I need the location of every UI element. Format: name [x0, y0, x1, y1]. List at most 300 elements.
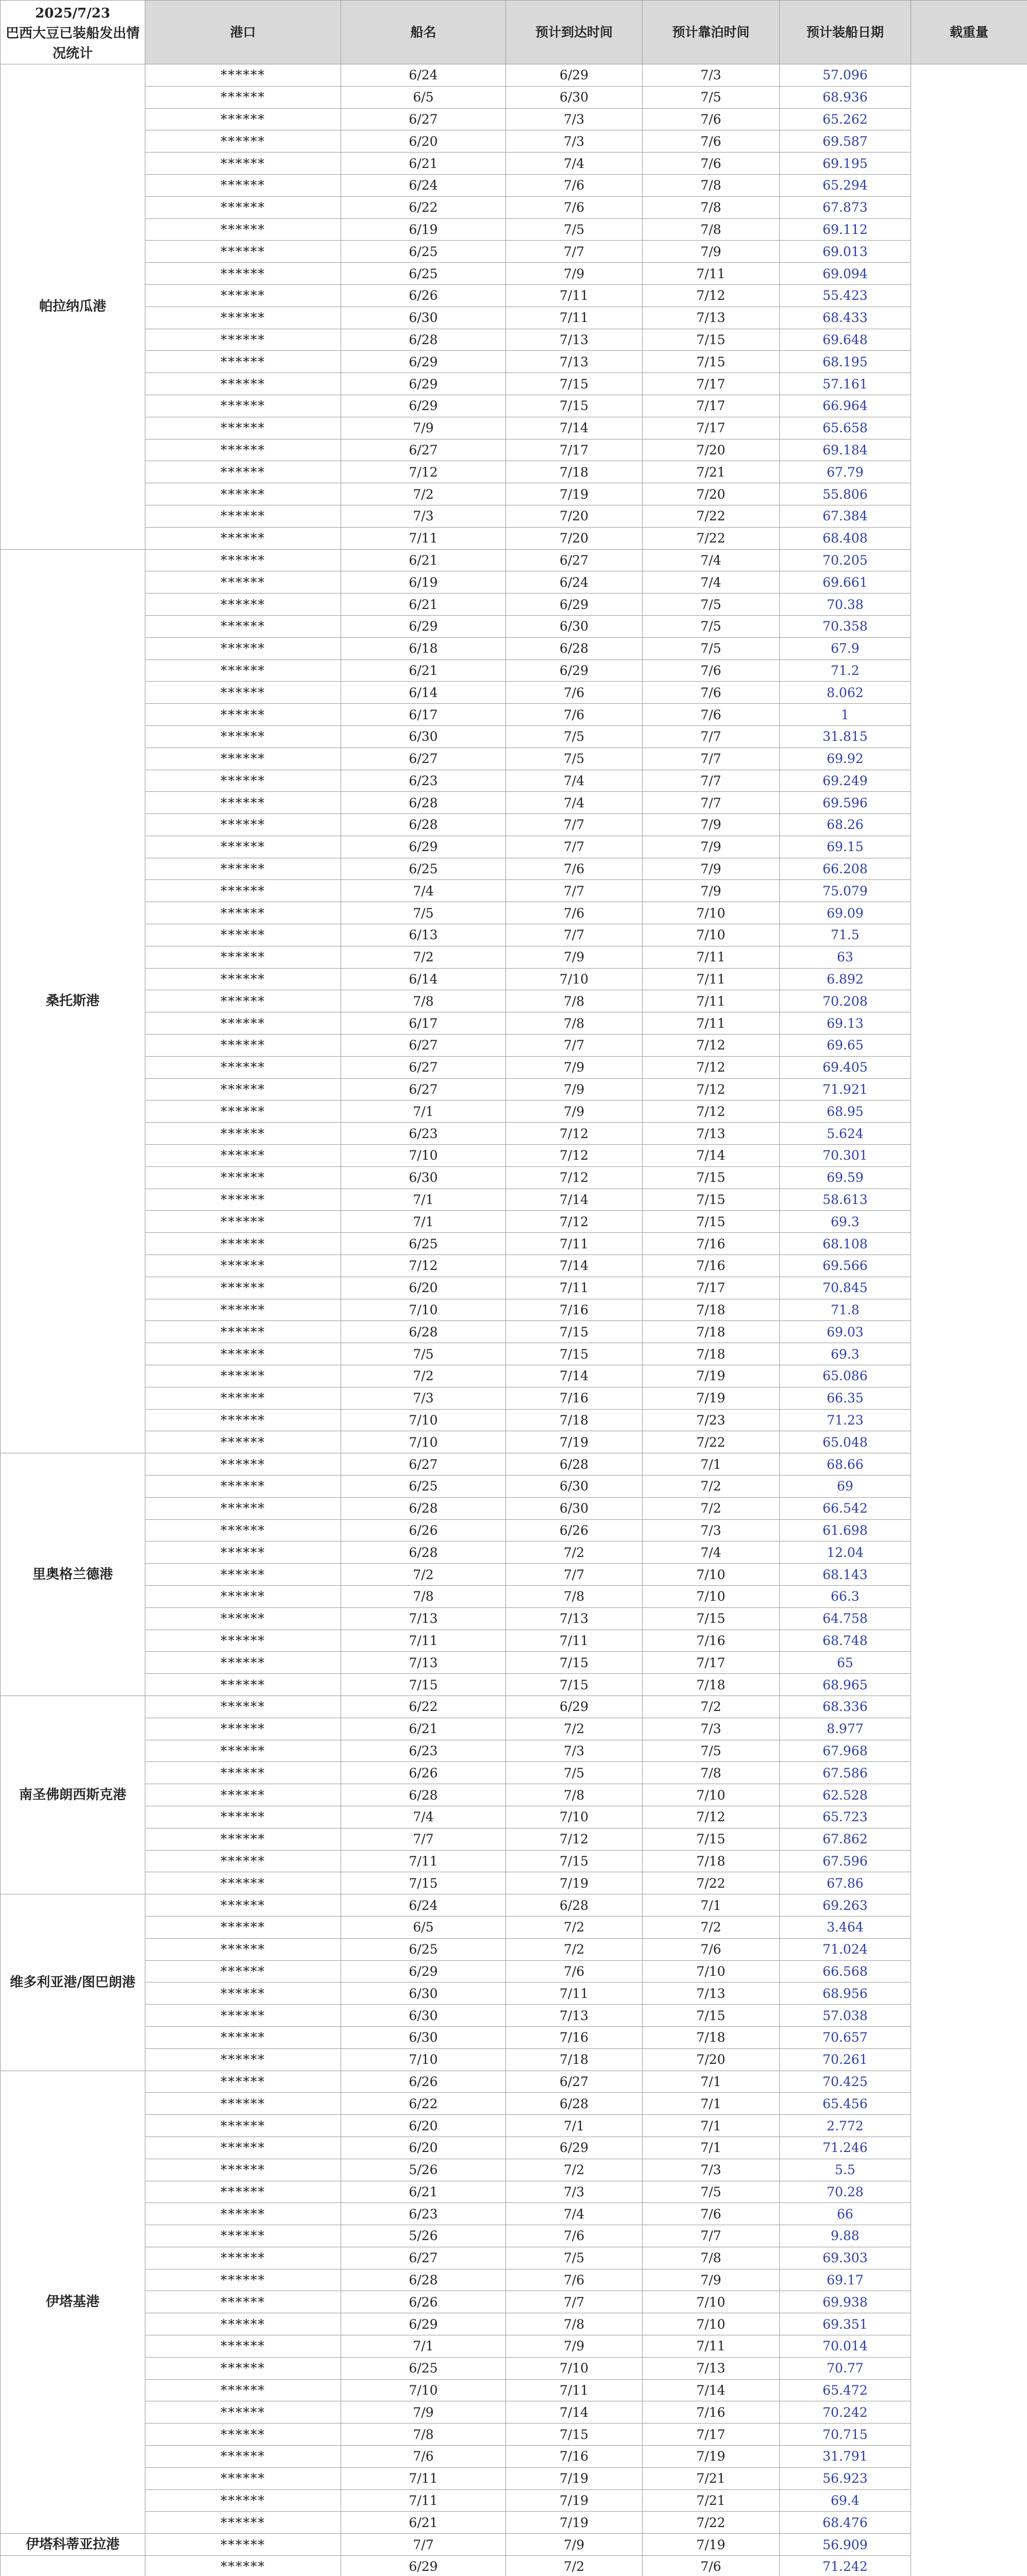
ship-name-cell: ******	[145, 196, 341, 218]
eta-cell: 6/20	[341, 1277, 506, 1299]
loading-date-cell: 7/9	[643, 814, 780, 836]
eta-cell: 6/22	[341, 1696, 506, 1718]
ship-name-cell: ******	[145, 329, 341, 351]
eta-cell: 7/11	[341, 2489, 506, 2512]
table-row	[1, 2269, 1027, 2291]
berth-cell: 7/19	[506, 2467, 643, 2489]
ship-name-cell: ******	[145, 284, 341, 307]
ship-name-cell: ******	[145, 2379, 341, 2401]
berth-cell: 7/2	[506, 1718, 643, 1740]
berth-cell: 7/3	[506, 130, 643, 152]
loading-date-cell: 7/6	[643, 2556, 780, 2576]
eta-cell: 7/15	[341, 1872, 506, 1894]
ship-name-cell: ******	[145, 571, 341, 594]
loading-date-cell: 7/12	[643, 1035, 780, 1057]
berth-cell: 7/1	[506, 2115, 643, 2137]
berth-cell: 7/5	[506, 218, 643, 241]
port-name-cell: 里奥格兰德港	[1, 1453, 145, 1696]
table-row	[1, 2401, 1027, 2424]
ship-name-cell: ******	[145, 2556, 341, 2576]
eta-cell: 6/21	[341, 594, 506, 616]
eta-cell: 7/4	[341, 880, 506, 902]
table-row	[1, 1277, 1027, 1299]
table-row	[1, 725, 1027, 748]
berth-cell: 7/10	[506, 968, 643, 990]
ship-name-cell: ******	[145, 1607, 341, 1630]
eta-cell: 6/25	[341, 1938, 506, 1960]
ship-name-cell: ******	[145, 1784, 341, 1806]
table-row	[1, 1541, 1027, 1564]
berth-cell: 7/16	[506, 1387, 643, 1409]
table-row	[1, 373, 1027, 395]
load-weight-cell: 68.108	[780, 1233, 911, 1255]
table-row	[1, 263, 1027, 285]
loading-date-cell: 7/13	[643, 2357, 780, 2379]
loading-date-cell: 7/14	[643, 1145, 780, 1167]
ship-name-cell: ******	[145, 1894, 341, 1917]
ship-name-cell: ******	[145, 814, 341, 836]
loading-date-cell: 7/2	[643, 1476, 780, 1498]
table-row	[1, 2203, 1027, 2225]
ship-name-cell: ******	[145, 2534, 341, 2556]
berth-cell: 7/6	[506, 174, 643, 196]
berth-cell: 7/6	[506, 858, 643, 880]
load-weight-cell: 67.968	[780, 1740, 911, 1762]
eta-cell: 6/28	[341, 1541, 506, 1564]
table-row	[1, 1564, 1027, 1586]
berth-cell: 7/4	[506, 770, 643, 792]
load-weight-cell: 68.965	[780, 1674, 911, 1696]
berth-cell: 7/7	[506, 924, 643, 946]
berth-cell: 7/15	[506, 1652, 643, 1674]
ship-name-cell: ******	[145, 1828, 341, 1850]
load-weight-cell: 69.92	[780, 748, 911, 770]
eta-cell: 7/6	[341, 2446, 506, 2468]
berth-cell: 6/30	[506, 1497, 643, 1519]
ship-name-cell: ******	[145, 1431, 341, 1453]
loading-date-cell: 7/11	[643, 1012, 780, 1035]
eta-cell: 7/3	[341, 1387, 506, 1409]
load-weight-cell: 70.208	[780, 990, 911, 1012]
ship-name-cell: ******	[145, 1409, 341, 1431]
loading-date-cell: 7/8	[643, 1762, 780, 1784]
load-weight-cell: 5.5	[780, 2159, 911, 2181]
eta-cell: 7/7	[341, 2534, 506, 2556]
table-row	[1, 924, 1027, 946]
berth-cell: 7/18	[506, 1409, 643, 1431]
load-weight-cell: 68.66	[780, 1453, 911, 1476]
table-row	[1, 1453, 1027, 1476]
load-weight-cell: 70.261	[780, 2048, 911, 2071]
eta-cell: 6/29	[341, 395, 506, 417]
berth-cell: 7/19	[506, 483, 643, 505]
loading-date-cell: 7/2	[643, 1916, 780, 1938]
loading-date-cell: 7/17	[643, 2424, 780, 2446]
eta-cell: 6/27	[341, 748, 506, 770]
loading-date-cell: 7/10	[643, 1585, 780, 1607]
ship-name-cell: ******	[145, 1277, 341, 1299]
load-weight-cell: 69.184	[780, 439, 911, 461]
table-row	[1, 395, 1027, 417]
eta-cell: 6/21	[341, 1718, 506, 1740]
load-weight-cell: 68.956	[780, 1982, 911, 2005]
loading-date-cell: 7/17	[643, 1652, 780, 1674]
eta-cell: 6/19	[341, 571, 506, 594]
eta-cell: 6/29	[341, 836, 506, 858]
ship-name-cell: ******	[145, 108, 341, 130]
table-row	[1, 968, 1027, 990]
berth-cell: 7/12	[506, 1145, 643, 1167]
berth-cell: 7/19	[506, 1431, 643, 1453]
table-row	[1, 64, 1027, 87]
ship-name-cell: ******	[145, 990, 341, 1012]
load-weight-cell: 68.936	[780, 86, 911, 108]
ship-name-cell: ******	[145, 615, 341, 637]
loading-date-cell: 7/22	[643, 1431, 780, 1453]
loading-date-cell: 7/8	[643, 174, 780, 196]
eta-cell: 6/30	[341, 2005, 506, 2027]
berth-cell: 7/8	[506, 1784, 643, 1806]
table-row	[1, 2005, 1027, 2027]
table-row	[1, 505, 1027, 527]
ship-name-cell: ******	[145, 152, 341, 175]
eta-cell: 7/11	[341, 1850, 506, 1872]
ship-name-cell: ******	[145, 2313, 341, 2335]
table-row	[1, 284, 1027, 307]
eta-cell: 6/24	[341, 1894, 506, 1917]
table-row	[1, 1035, 1027, 1057]
load-weight-cell: 68.143	[780, 1564, 911, 1586]
load-weight-cell: 67.79	[780, 461, 911, 483]
eta-cell: 6/26	[341, 1762, 506, 1784]
table-row	[1, 1960, 1027, 1982]
ship-name-cell: ******	[145, 858, 341, 880]
table-row	[1, 836, 1027, 858]
load-weight-cell: 65.294	[780, 174, 911, 196]
ship-name-cell: ******	[145, 1960, 341, 1982]
table-row	[1, 1916, 1027, 1938]
loading-date-cell: 7/13	[643, 1123, 780, 1145]
ship-name-cell: ******	[145, 1850, 341, 1872]
berth-cell: 6/29	[506, 594, 643, 616]
table-row	[1, 2489, 1027, 2512]
load-weight-cell: 61.698	[780, 1519, 911, 1541]
ship-name-cell: ******	[145, 637, 341, 659]
table-row	[1, 2291, 1027, 2313]
loading-date-cell: 7/15	[643, 1828, 780, 1850]
table-row	[1, 549, 1027, 571]
load-weight-cell: 31.791	[780, 2446, 911, 2468]
eta-cell: 6/26	[341, 2071, 506, 2093]
berth-cell: 7/7	[506, 836, 643, 858]
berth-cell: 7/2	[506, 1541, 643, 1564]
berth-cell: 7/5	[506, 1762, 643, 1784]
load-weight-cell: 71.2	[780, 659, 911, 682]
berth-cell: 7/19	[506, 1872, 643, 1894]
eta-cell: 6/29	[341, 351, 506, 373]
ship-name-cell: ******	[145, 880, 341, 902]
load-weight-cell: 69.09	[780, 902, 911, 924]
ship-name-cell: ******	[145, 2115, 341, 2137]
ship-name-cell: ******	[145, 2291, 341, 2313]
load-weight-cell: 66.964	[780, 395, 911, 417]
table-row	[1, 483, 1027, 505]
loading-date-cell: 7/5	[643, 615, 780, 637]
loading-date-cell: 7/6	[643, 2203, 780, 2225]
berth-cell: 7/5	[506, 725, 643, 748]
load-weight-cell: 70.77	[780, 2357, 911, 2379]
loading-date-cell: 7/2	[643, 1696, 780, 1718]
eta-cell: 6/25	[341, 2357, 506, 2379]
eta-cell: 6/30	[341, 1982, 506, 2005]
table-row	[1, 1894, 1027, 1917]
table-row	[1, 1585, 1027, 1607]
table-row	[1, 1806, 1027, 1828]
load-weight-cell: 71.5	[780, 924, 911, 946]
load-weight-cell: 67.596	[780, 1850, 911, 1872]
eta-cell: 7/9	[341, 2401, 506, 2424]
eta-cell: 6/26	[341, 1519, 506, 1541]
ship-name-cell: ******	[145, 417, 341, 439]
ship-name-cell: ******	[145, 2467, 341, 2489]
load-weight-cell: 67.862	[780, 1828, 911, 1850]
loading-date-cell: 7/1	[643, 2137, 780, 2159]
load-weight-cell: 1	[780, 704, 911, 726]
load-weight-cell: 65.048	[780, 1431, 911, 1453]
ship-name-cell: ******	[145, 2489, 341, 2512]
loading-date-cell: 7/10	[643, 1564, 780, 1586]
table-row	[1, 1476, 1027, 1498]
loading-date-cell: 7/2	[643, 1497, 780, 1519]
table-row	[1, 858, 1027, 880]
berth-cell: 7/19	[506, 2489, 643, 2512]
ship-name-cell: ******	[145, 1189, 341, 1211]
berth-cell: 6/29	[506, 2137, 643, 2159]
ship-name-cell: ******	[145, 218, 341, 241]
table-row	[1, 2357, 1027, 2379]
eta-cell: 7/13	[341, 1652, 506, 1674]
eta-cell: 6/27	[341, 1078, 506, 1100]
loading-date-cell: 7/18	[643, 1299, 780, 1321]
table-row	[1, 880, 1027, 902]
eta-cell: 6/18	[341, 637, 506, 659]
loading-date-cell: 7/14	[643, 2379, 780, 2401]
report-date: 2025/7/23	[35, 6, 110, 21]
eta-cell: 6/29	[341, 615, 506, 637]
table-row	[1, 2534, 1027, 2556]
table-row	[1, 1828, 1027, 1850]
load-weight-cell: 67.86	[780, 1872, 911, 1894]
loading-date-cell: 7/5	[643, 637, 780, 659]
loading-date-cell: 7/9	[643, 241, 780, 263]
loading-date-cell: 7/16	[643, 1630, 780, 1652]
eta-cell: 6/5	[341, 1916, 506, 1938]
berth-cell: 7/11	[506, 1277, 643, 1299]
berth-cell: 7/9	[506, 1056, 643, 1078]
ship-name-cell: ******	[145, 2093, 341, 2115]
eta-cell: 6/29	[341, 2556, 506, 2576]
port-name-cell: 伊塔基港	[1, 2071, 145, 2534]
eta-cell: 6/30	[341, 307, 506, 329]
loading-date-cell: 7/21	[643, 461, 780, 483]
eta-cell: 6/21	[341, 2181, 506, 2203]
ship-name-cell: ******	[145, 263, 341, 285]
berth-cell: 7/8	[506, 1012, 643, 1035]
ship-name-cell: ******	[145, 1652, 341, 1674]
loading-date-cell: 7/19	[643, 2446, 780, 2468]
table-row	[1, 417, 1027, 439]
eta-cell: 6/25	[341, 1233, 506, 1255]
load-weight-cell: 70.301	[780, 1145, 911, 1167]
eta-cell: 7/11	[341, 2467, 506, 2489]
load-weight-cell: 71.246	[780, 2137, 911, 2159]
table-row	[1, 2247, 1027, 2269]
loading-date-cell: 7/11	[643, 990, 780, 1012]
loading-date-cell: 7/12	[643, 1806, 780, 1828]
loading-date-cell: 7/22	[643, 2512, 780, 2534]
eta-cell: 6/27	[341, 1056, 506, 1078]
berth-cell: 7/15	[506, 1343, 643, 1365]
ship-name-cell: ******	[145, 1696, 341, 1718]
eta-cell: 7/1	[341, 1100, 506, 1123]
loading-date-cell: 7/11	[643, 946, 780, 968]
eta-cell: 7/2	[341, 1564, 506, 1586]
loading-date-cell: 7/1	[643, 2115, 780, 2137]
load-weight-cell: 65	[780, 1652, 911, 1674]
port-name-cell: 维多利亚港/图巴朗港	[1, 1894, 145, 2071]
eta-cell: 7/11	[341, 527, 506, 549]
eta-cell: 6/20	[341, 2137, 506, 2159]
eta-cell: 6/27	[341, 2247, 506, 2269]
ship-name-cell: ******	[145, 483, 341, 505]
eta-cell: 7/2	[341, 946, 506, 968]
berth-cell: 7/6	[506, 682, 643, 704]
loading-date-cell: 7/13	[643, 1982, 780, 2005]
berth-cell: 7/2	[506, 1916, 643, 1938]
load-weight-cell: 70.715	[780, 2424, 911, 2446]
table-row	[1, 1056, 1027, 1078]
header-eta: 预计到达时间	[506, 1, 643, 64]
load-weight-cell: 70.014	[780, 2335, 911, 2358]
eta-cell: 7/8	[341, 990, 506, 1012]
table-row	[1, 461, 1027, 483]
ship-name-cell: ******	[145, 373, 341, 395]
eta-cell: 7/8	[341, 2424, 506, 2446]
ship-name-cell: ******	[145, 1938, 341, 1960]
ship-name-cell: ******	[145, 1872, 341, 1894]
table-row	[1, 792, 1027, 814]
table-row	[1, 2026, 1027, 2048]
table-row	[1, 990, 1027, 1012]
ship-name-cell: ******	[145, 130, 341, 152]
loading-date-cell: 7/8	[643, 196, 780, 218]
loading-date-cell: 7/1	[643, 2071, 780, 2093]
loading-date-cell: 7/8	[643, 2247, 780, 2269]
eta-cell: 6/23	[341, 1123, 506, 1145]
eta-cell: 6/28	[341, 329, 506, 351]
berth-cell: 7/9	[506, 2335, 643, 2358]
load-weight-cell: 69.195	[780, 152, 911, 175]
berth-cell: 7/4	[506, 2203, 643, 2225]
ship-name-cell: ******	[145, 2181, 341, 2203]
berth-cell: 7/9	[506, 1078, 643, 1100]
load-weight-cell: 69.112	[780, 218, 911, 241]
table-row	[1, 704, 1027, 726]
load-weight-cell: 70.358	[780, 615, 911, 637]
load-weight-cell: 71.921	[780, 1078, 911, 1100]
table-row	[1, 218, 1027, 241]
load-weight-cell: 71.242	[780, 2556, 911, 2576]
table-row	[1, 2379, 1027, 2401]
load-weight-cell: 65.262	[780, 108, 911, 130]
loading-date-cell: 7/8	[643, 218, 780, 241]
ship-name-cell: ******	[145, 659, 341, 682]
table-row	[1, 770, 1027, 792]
load-weight-cell: 68.748	[780, 1630, 911, 1652]
berth-cell: 7/14	[506, 1365, 643, 1387]
table-row	[1, 1762, 1027, 1784]
eta-cell: 7/12	[341, 1255, 506, 1277]
ship-name-cell: ******	[145, 2048, 341, 2071]
table-row	[1, 1343, 1027, 1365]
berth-cell: 7/12	[506, 1123, 643, 1145]
loading-date-cell: 7/9	[643, 836, 780, 858]
load-weight-cell: 70.657	[780, 2026, 911, 2048]
load-weight-cell: 6.892	[780, 968, 911, 990]
load-weight-cell: 69.4	[780, 2489, 911, 2512]
table-row	[1, 152, 1027, 175]
ship-name-cell: ******	[145, 1012, 341, 1035]
eta-cell: 7/13	[341, 1607, 506, 1630]
load-weight-cell: 64.758	[780, 1607, 911, 1630]
ship-name-cell: ******	[145, 1078, 341, 1100]
eta-cell: 6/30	[341, 1166, 506, 1189]
ship-name-cell: ******	[145, 1255, 341, 1277]
table-row	[1, 1365, 1027, 1387]
berth-cell: 7/15	[506, 373, 643, 395]
load-weight-cell: 9.88	[780, 2225, 911, 2247]
ship-name-cell: ******	[145, 1718, 341, 1740]
table-row	[1, 1145, 1027, 1167]
berth-cell: 7/15	[506, 1674, 643, 1696]
loading-date-cell: 7/19	[643, 2534, 780, 2556]
eta-cell: 6/22	[341, 196, 506, 218]
eta-cell: 7/1	[341, 1211, 506, 1233]
ship-name-cell: ******	[145, 924, 341, 946]
ship-name-cell: ******	[145, 2203, 341, 2225]
port-name-cell	[1, 2556, 145, 2576]
loading-date-cell: 7/6	[643, 704, 780, 726]
ship-name-cell: ******	[145, 1211, 341, 1233]
table-row	[1, 946, 1027, 968]
berth-cell: 7/9	[506, 2534, 643, 2556]
load-weight-cell: 31.815	[780, 725, 911, 748]
table-row	[1, 174, 1027, 196]
eta-cell: 7/11	[341, 1630, 506, 1652]
loading-date-cell: 7/16	[643, 1255, 780, 1277]
berth-cell: 7/12	[506, 1828, 643, 1850]
eta-cell: 6/23	[341, 2203, 506, 2225]
loading-date-cell: 7/1	[643, 1453, 780, 1476]
load-weight-cell: 69.249	[780, 770, 911, 792]
berth-cell: 7/6	[506, 902, 643, 924]
load-weight-cell: 70.28	[780, 2181, 911, 2203]
load-weight-cell: 69.3	[780, 1211, 911, 1233]
ship-name-cell: ******	[145, 1762, 341, 1784]
loading-date-cell: 7/18	[643, 1850, 780, 1872]
load-weight-cell: 70.242	[780, 2401, 911, 2424]
load-weight-cell: 69.596	[780, 792, 911, 814]
